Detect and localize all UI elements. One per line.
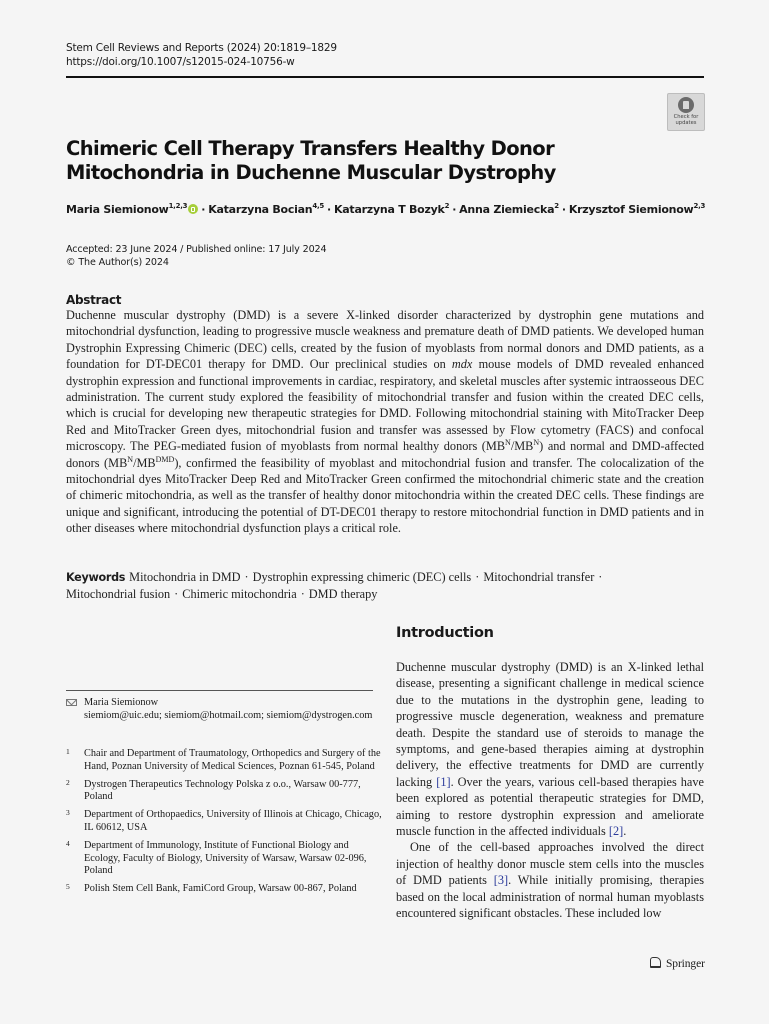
keyword-separator: ·: [244, 570, 249, 584]
author-affil: 1,2,3: [168, 202, 188, 210]
introduction-heading: Introduction: [396, 625, 494, 641]
author-affil: 2,3: [693, 202, 706, 210]
affiliation-number: 4: [66, 838, 70, 848]
keyword: Chimeric mitochondria: [182, 587, 297, 602]
keyword-separator: ·: [174, 587, 179, 602]
crossmark-label: Check for: [673, 114, 699, 120]
publisher-name: Springer: [666, 958, 705, 970]
affiliation-number: 5: [66, 882, 70, 892]
author-list: [66, 203, 705, 217]
introduction-text: [396, 659, 704, 922]
superscript: DMD: [155, 454, 175, 464]
crossmark-label: updates: [675, 120, 697, 126]
publication-dates: [66, 243, 326, 269]
intro-segment: Duchenne muscular dystrophy (DMD) is an X-linked lethal disease, presenting a significant challenge in medical science due to the mutations in the dystrophin gene, leading to progressive muscle degeneration, weakness and premature death. Despite the standard use of steroids to manage the symptoms, and gene-based therapies aiming at dystrophin delivery, the effective treatments for DMD are currently lacking: [396, 660, 704, 789]
envelope-icon: [66, 699, 77, 706]
keyword: Mitochondria in DMD: [129, 570, 241, 584]
intro-segment: . While initially promising, therapies based on the local administration of normal human myoblasts encountered significant obstacles. These included low: [396, 873, 704, 921]
author-affil: 2: [554, 202, 559, 210]
affiliation-item: [66, 779, 382, 805]
journal-header: [66, 41, 337, 69]
affiliation-item: [66, 883, 382, 896]
keyword: Dystrophin expressing chimeric (DEC) cells: [252, 570, 472, 584]
journal-citation: Stem Cell Reviews and Reports (2024) 20:1819–1829: [66, 42, 337, 54]
affiliation-number: 1: [66, 747, 70, 756]
author-separator: ·: [327, 203, 331, 216]
springer-horse-icon: [650, 957, 661, 968]
intro-segment: . Over the years, various cell-based therapies have been explored as potential therapeutic strategies for DMD, aiming to restore dystrophin expression and ameliorate muscle function in the affected individuals: [396, 774, 704, 839]
author-name[interactable]: Anna Ziemiecka: [459, 203, 555, 216]
abstract-segment: /MB: [510, 439, 534, 454]
author-name[interactable]: Katarzyna T Bozyk: [333, 203, 445, 216]
crossmark-icon: [678, 97, 694, 113]
accepted-published-dates: Accepted: 23 June 2024 / Published online: 17 July 2024: [66, 244, 327, 255]
affiliation-number: 2: [66, 777, 70, 787]
affiliation-text: Department of Orthopaedics, University of Illinois at Chicago, Chicago, IL 60612, USA: [84, 809, 382, 833]
abstract-segment: ), confirmed the feasibility of myoblast and mitochondrial fusion and transfer. The colocalization of the mitochondrial dyes MitoTracker Deep Red and MitoTracker Green confirmed the mitochondrial chimeric state and the creation of chimeric mitochondria, as well as the transfer of healthy donor mitochondria within the created DEC cells. These findings are unique and significant, introducing the potential of DT-DEC01 therapy to restore mitochondrial function in DMD patients and in other diseases where mitochondrial dysfunction plays a critical role.: [66, 455, 704, 536]
abstract-text: [66, 307, 704, 537]
author-affil: 2: [444, 202, 450, 210]
author-separator: ·: [561, 203, 566, 216]
author-affil: 4,5: [312, 202, 325, 210]
corresponding-name: Maria Siemionow: [84, 697, 159, 708]
keyword: DMD therapy: [308, 587, 378, 602]
affiliation-item: [66, 748, 382, 774]
orcid-icon[interactable]: [188, 204, 198, 214]
article-title: Chimeric Cell Therapy Transfers Healthy Donor Mitochondria in Duchenne Muscular Dystrophy: [66, 137, 556, 184]
affiliation-number: 3: [66, 808, 70, 818]
author-separator: ·: [452, 203, 457, 216]
keyword: Mitochondrial transfer: [483, 570, 595, 584]
affiliation-text: Dystrogen Therapeutics Technology Polska z o.o., Warsaw 00-777, Poland: [84, 778, 361, 803]
superscript: N: [505, 438, 511, 448]
affiliation-text: Department of Immunology, Institute of Functional Biology and Ecology, Faculty of Biology, University of Warsaw, Warsaw 02-096, Poland: [84, 839, 367, 877]
abstract-segment: mouse models of DMD revealed enhanced dystrophin expression and functional improvements in cardiac, respiratory, and skeletal muscles after systemic intraosseous DEC administration. The current study explored the feasibility of mitochondrial transfer and fusion within the created DEC cells, which is crucial for developing new therapeutic strategies for DMD. Following mitochondrial staining with MitoTracker Deep Red and MitoTracker Green dyes, mitochondrial fusion and transfer was assessed by Flow cytometry (FACS) and confocal microscopy. The PEG-mediated fusion of myoblasts from normal healthy donors (MB: [66, 357, 704, 454]
superscript: N: [533, 438, 540, 448]
citation-link[interactable]: [3]: [493, 873, 509, 888]
keyword-separator: ·: [598, 570, 603, 584]
intro-paragraph: [396, 659, 704, 839]
keyword-separator: ·: [300, 587, 305, 602]
check-for-updates-badge[interactable]: [667, 93, 705, 131]
author-name[interactable]: Maria Siemionow: [66, 203, 169, 216]
author-name[interactable]: Katarzyna Bocian: [208, 203, 313, 216]
keyword: Mitochondrial fusion: [66, 587, 171, 602]
intro-paragraph: [396, 839, 704, 921]
header-rule: [66, 76, 704, 78]
doi-link[interactable]: https://doi.org/10.1007/s12015-024-10756-w: [66, 56, 295, 68]
keywords-heading: Keywords: [66, 571, 126, 584]
affiliations-list: [66, 748, 382, 901]
keyword-separator: ·: [475, 570, 480, 584]
corresponding-author: [66, 697, 376, 723]
copyright-notice: © The Author(s) 2024: [66, 257, 169, 268]
affiliation-text: Chair and Department of Traumatology, Orthopedics and Surgery of the Hand, Poznan University of Medical Sciences, Poznan 61-545, Poland: [84, 748, 381, 772]
abstract-heading: Abstract: [66, 293, 122, 307]
affiliation-text: Polish Stem Cell Bank, FamiCord Group, Warsaw 00-867, Poland: [84, 883, 357, 895]
footnote-rule: [66, 690, 373, 691]
author-separator: ·: [201, 203, 206, 216]
intro-segment: One of the cell-based approaches involved the direct injection of healthy donor muscle stem cells into the muscles of DMD patients: [396, 840, 704, 888]
keywords-section: [66, 569, 686, 603]
abstract-segment: ) and normal and DMD-affected donors (MB: [66, 439, 705, 470]
corresponding-emails[interactable]: siemiom@uic.edu; siemiom@hotmail.com; siemiom@dystrogen.com: [84, 709, 373, 721]
intro-segment: .: [623, 824, 627, 839]
abstract-segment: Duchenne muscular dystrophy (DMD) is a severe X-linked disorder characterized by dystrophin gene mutations and mitochondrial dysfunction, leading to progressive muscle weakness and premature death of DMD patients. We developed human Dystrophin Expressing Chimeric (DEC) cells, created by the fusion of myoblasts from normal donors and DMD patients, as a foundation for DT-DEC01 therapy for DMD. Our preclinical studies on: [66, 308, 704, 372]
citation-link[interactable]: [1]: [436, 774, 451, 789]
superscript: N: [127, 454, 134, 464]
affiliation-item: [66, 809, 382, 835]
author-name[interactable]: Krzysztof Siemionow: [568, 203, 694, 216]
citation-link[interactable]: [2]: [608, 824, 624, 839]
publisher-logo: [650, 957, 705, 970]
abstract-segment: /MB: [133, 455, 156, 470]
abstract-italic: mdx: [451, 357, 473, 372]
affiliation-item: [66, 840, 382, 878]
